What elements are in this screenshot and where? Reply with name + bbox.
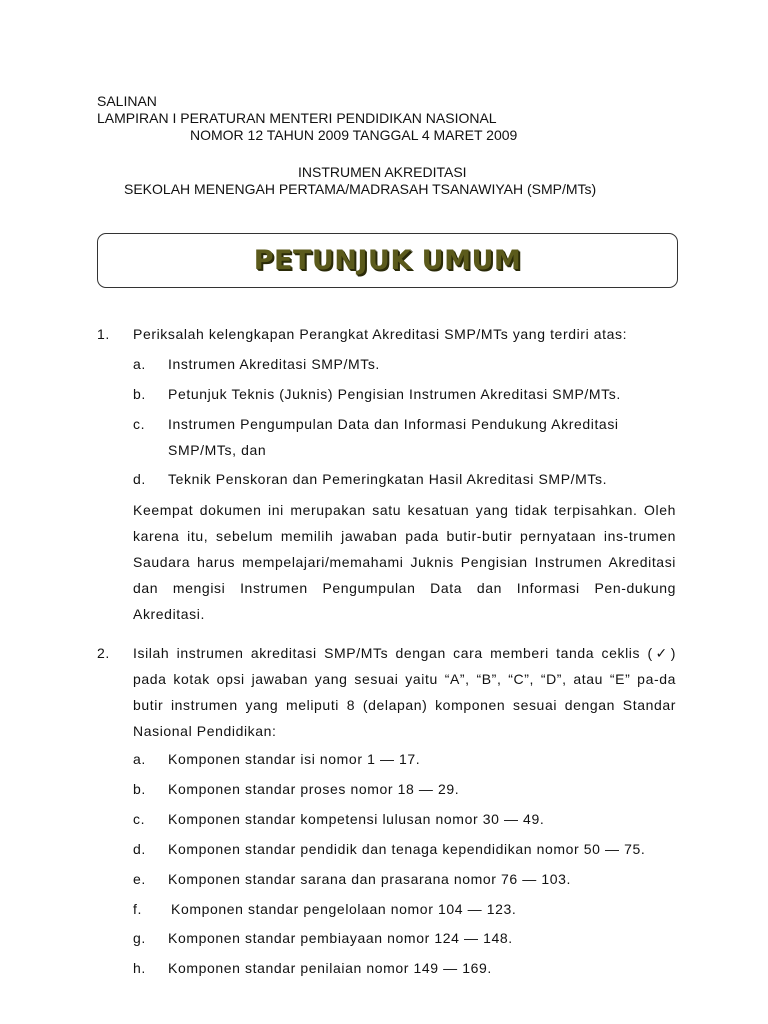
list-item-letter: c. <box>133 416 146 432</box>
header-sekolah: SEKOLAH MENENGAH PERTAMA/MADRASAH TSANAWIYAH (SMP/MTs) <box>124 181 597 197</box>
header-nomor: NOMOR 12 TAHUN 2009 TANGGAL 4 MARET 2009 <box>190 127 518 143</box>
list-item-letter: f. <box>133 901 142 917</box>
page-title: PETUNJUK UMUM <box>253 245 522 276</box>
list-item-text: Komponen standar pembiayaan nomor 124 — 148. <box>168 930 513 946</box>
list-item-text: Komponen standar sarana dan prasarana nomor 76 — 103. <box>168 871 572 887</box>
section-1-paragraph: Keempat dokumen ini merupakan satu kesatuan yang tidak terpisahkan. Oleh karena itu, sebelum memilih jawaban pada butir-butir pernyataan ins-trumen Saudara harus mempelajari/memahami Juknis Pengisian Instrumen Akreditasi dan mengisi Instrumen Pengumpulan Data dan Informasi Pen-dukung Akreditasi. <box>133 502 676 622</box>
title-box <box>97 233 678 288</box>
list-item-text: Teknik Penskoran dan Pemeringkatan Hasil Akreditasi SMP/MTs. <box>168 471 608 487</box>
list-item-letter: h. <box>133 960 146 976</box>
list-item-letter: g. <box>133 930 146 946</box>
list-item-letter: c. <box>133 811 146 827</box>
list-item-text: Komponen standar pengelolaan nomor 104 — 123. <box>171 901 517 917</box>
section-1-number: 1. <box>97 326 110 342</box>
section-2-number: 2. <box>97 645 110 661</box>
list-item-letter: a. <box>133 751 146 767</box>
header-instrumen: INSTRUMEN AKREDITASI <box>298 164 467 180</box>
list-item-text: Instrumen Pengumpulan Data dan Informasi Pendukung Akreditasi <box>168 416 619 432</box>
section-2-paragraph: Isilah instrumen akreditasi SMP/MTs dengan cara memberi tanda ceklis (✓) pada kotak opsi jawaban yang sesuai yaitu “A”, “B”, “C”, “D”, atau “E” pa-da butir instrumen yang meliputi 8 (delapan) komponen sesuai dengan Standar Nasional Pendidikan: <box>133 645 676 739</box>
list-item-text: Petunjuk Teknis (Juknis) Pengisian Instrumen Akreditasi SMP/MTs. <box>168 386 621 402</box>
list-item-letter: a. <box>133 356 146 372</box>
header-lampiran: LAMPIRAN I PERATURAN MENTERI PENDIDIKAN NASIONAL <box>97 110 497 126</box>
list-item-text: Komponen standar pendidik dan tenaga kependidikan nomor 50 — 75. <box>168 841 646 857</box>
list-item-letter: b. <box>133 781 146 797</box>
list-item-letter: b. <box>133 386 146 402</box>
list-item-text: Komponen standar kompetensi lulusan nomor 30 — 49. <box>168 811 545 827</box>
list-item-text: Komponen standar proses nomor 18 — 29. <box>168 781 460 797</box>
header-salinan: SALINAN <box>97 93 157 109</box>
list-item-text-continued: SMP/MTs, dan <box>168 442 267 458</box>
list-item-text: Komponen standar isi nomor 1 — 17. <box>168 751 421 767</box>
list-item-letter: e. <box>133 871 146 887</box>
list-item-text: Komponen standar penilaian nomor 149 — 169. <box>168 960 492 976</box>
list-item-letter: d. <box>133 841 146 857</box>
section-1-intro: Periksalah kelengkapan Perangkat Akreditasi SMP/MTs yang terdiri atas: <box>133 326 628 342</box>
list-item-letter: d. <box>133 471 146 487</box>
list-item-text: Instrumen Akreditasi SMP/MTs. <box>168 356 380 372</box>
